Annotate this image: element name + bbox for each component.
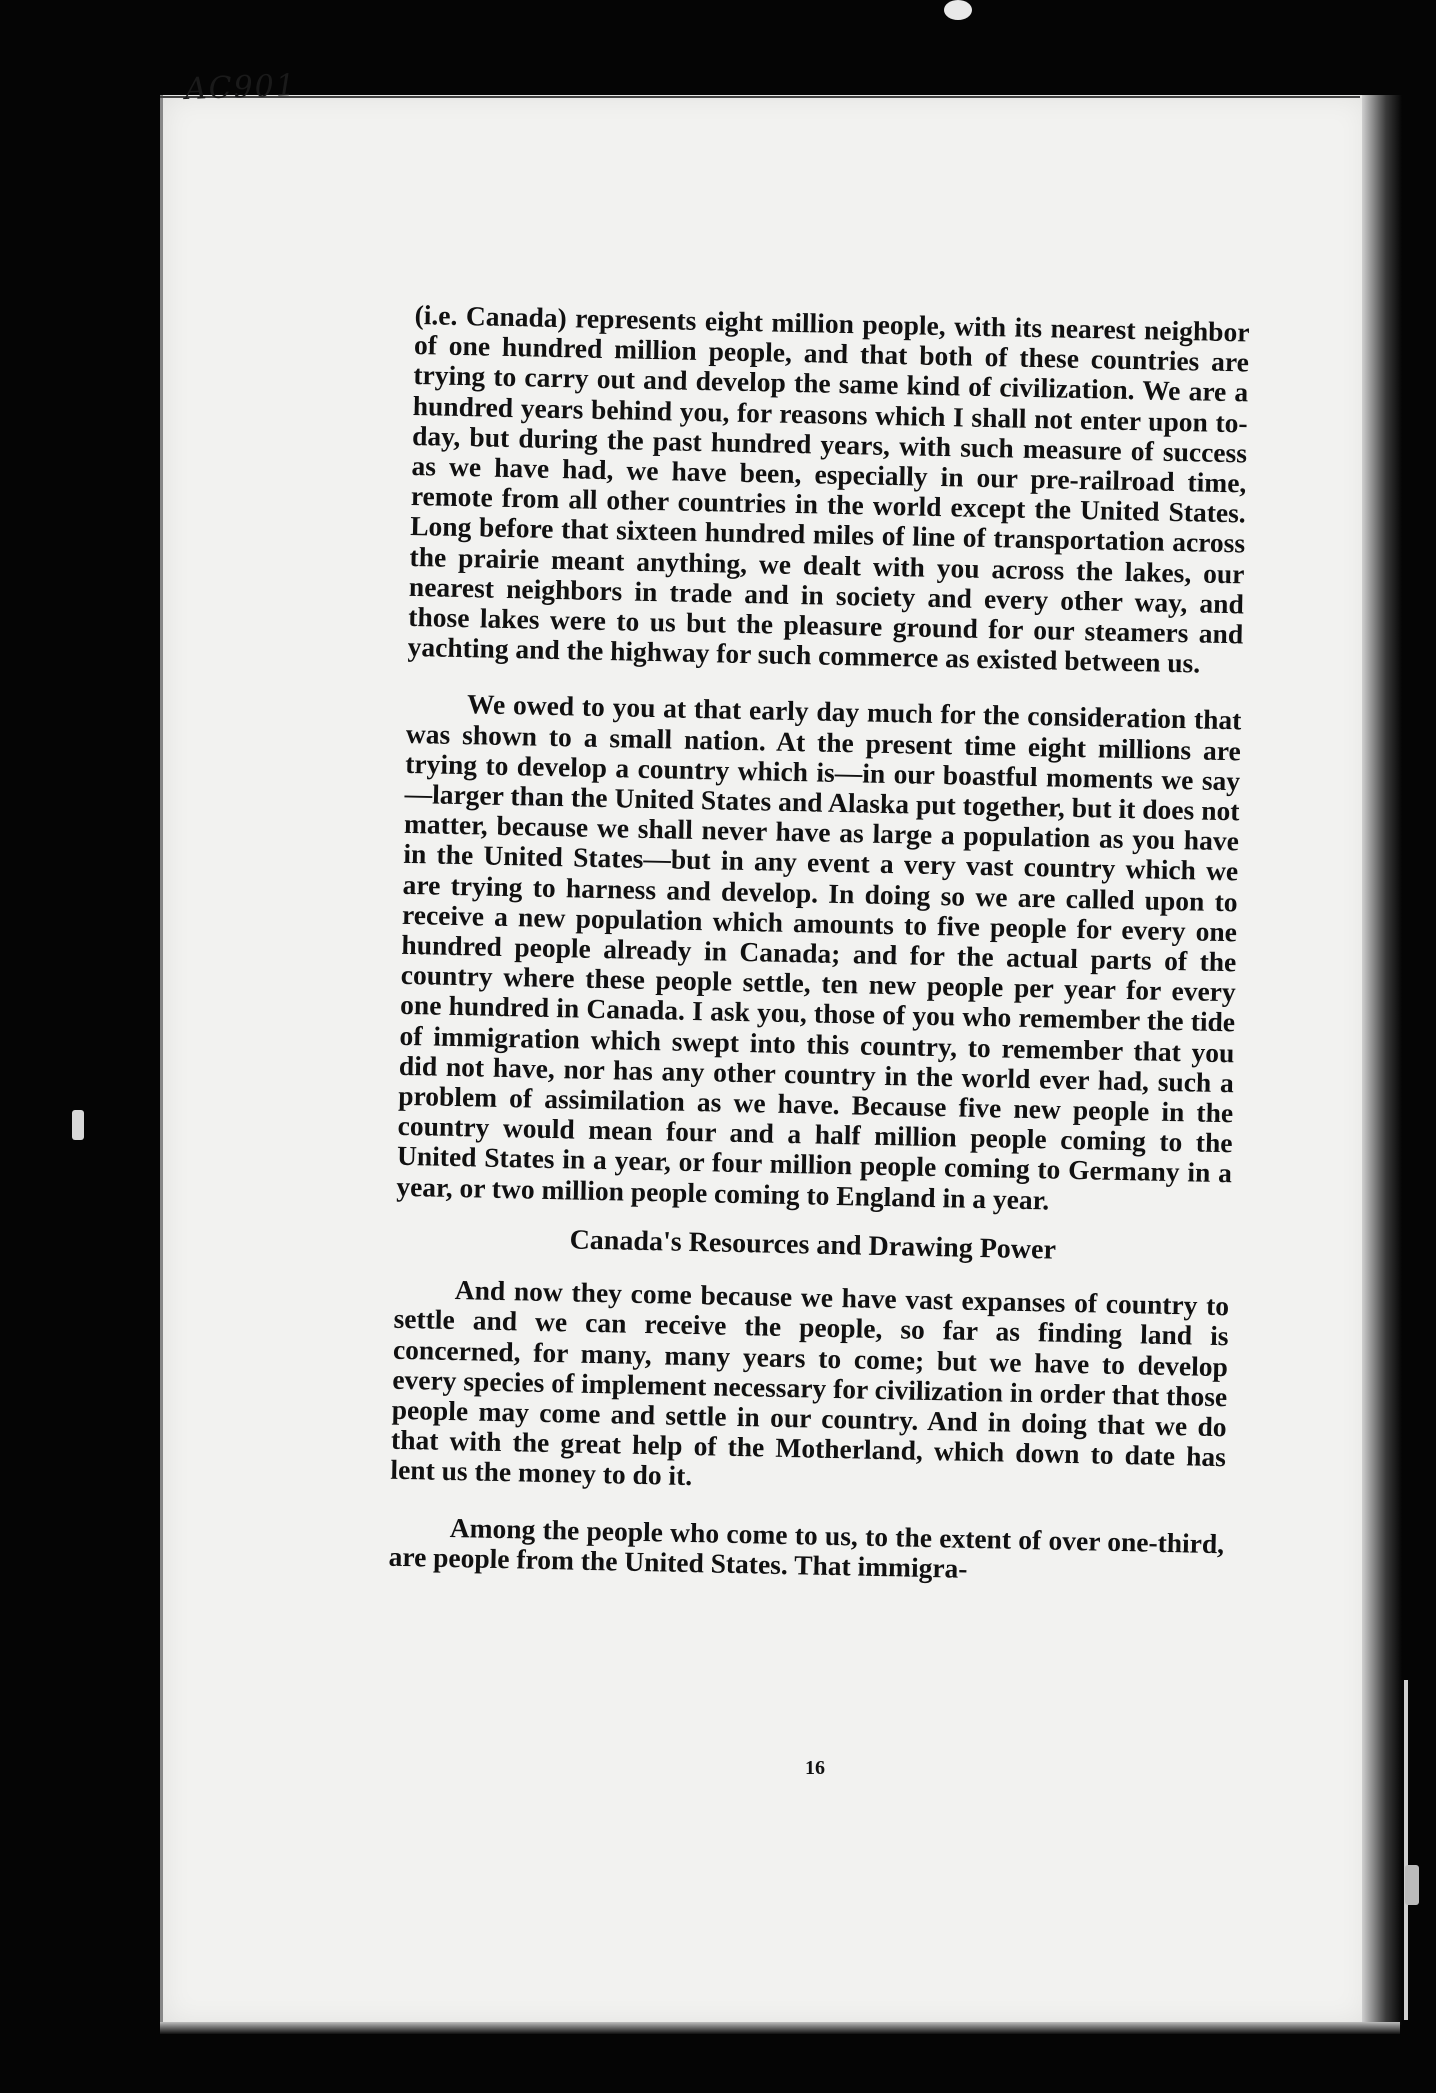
dust-speck	[72, 1110, 84, 1140]
dust-speck	[1405, 1865, 1419, 1905]
page-top-border	[160, 96, 1360, 98]
section-heading: Canada's Resources and Drawing Power	[569, 1224, 1057, 1266]
page-edge-right	[1362, 95, 1402, 2025]
paragraph-4: Among the people who come to us, to the extent of over one-third, are people from the United States. That immigra-	[388, 1511, 1225, 1584]
paragraph-3: And now they come because we have vast expanses of country to settle and we can receive the people, so far as finding land is concerned, for many, many years to come; but we have to develop every species of implement necessary for civilization in order that those people may come and settle in our country. And in doing that we do that with the great help of the Motherland, which down to date has lent us the money to do it.	[390, 1274, 1230, 1492]
handwritten-archive-mark: AC901	[184, 68, 298, 107]
page-number: 16	[805, 1757, 825, 1779]
page-edge-bottom	[160, 2022, 1400, 2034]
binding-rule	[1404, 1680, 1408, 2020]
punch-hole	[944, 0, 972, 20]
body-text	[388, 300, 1249, 1589]
paragraph-1: (i.e. Canada) represents eight million people, with its nearest neighbor of one hundred million people, and that both of these countries are trying to carry out and develop the same kind of civilization. We are a hundred years behind you, for reasons which I shall not enter upon to-day, but during the past hundred years, with such measure of success as we have had, we have been, especially in our pre-railroad time, remote from all other countries in the world except the United States. Long before that sixteen hundred miles of line of transportation across the prairie meant anything, we dealt with you across the lakes, our nearest neighbors in trade and in society and every other way, and those lakes were to us but the pleasure ground for our steamers and yachting and the highway for such commerce as existed between us.	[407, 299, 1250, 679]
paragraph-2: We owed to you at that early day much for the consideration that was shown to a small nation. At the present time eight millions are trying to develop a country which is—in our boastful moments we say—larger than the United States and Alaska put together, but it does not matter, because we shall never have as large a population as you have in the United States—but in any event a very vast country which we are trying to harness and develop. In doing so we are called upon to receive a new population which amounts to five people for every one hundred people already in Canada; and for the actual parts of the country where these people settle, ten new people per year for every one hundred in Canada. I ask you, those of you who remember the tide of immigration which swept into this country, to remember that you did not have, nor has any other country in the world ever had, such a problem of assimilation as we have. Because five new people in the country would mean four and a half million people coming to the United States in a year, or four million people coming to Germany in a year, or two million people coming to England in a year.	[396, 688, 1242, 1216]
